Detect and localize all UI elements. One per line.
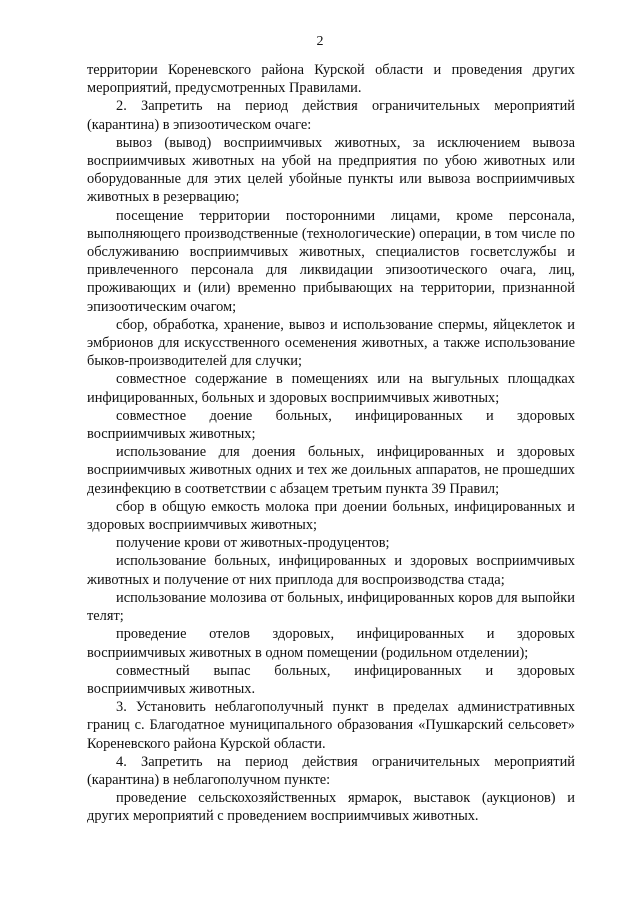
paragraph-fairs-ban: проведение сельскохозяйственных ярмарок, выставок (аукционов) и других мероприятий с проведением восприимчивых животных. — [87, 790, 575, 825]
paragraph-breeding-ban: использование больных, инфицированных и здоровых восприимчивых животных и получение от них приплода для воспроизводства стада; — [87, 553, 575, 588]
paragraph-blood-ban: получение крови от животных-продуцентов; — [116, 535, 390, 552]
paragraph-calving-ban: проведение отелов здоровых, инфицированных и здоровых восприимчивых животных в одном помещении (родильном отделении); — [87, 626, 575, 661]
paragraph-continuation: территории Кореневского района Курской области и проведения других мероприятий, предусмотренных Правилами. — [87, 62, 575, 97]
paragraph-joint-milking-ban: совместное доение больных, инфицированных и здоровых восприимчивых животных; — [87, 407, 575, 443]
paragraph-milk-collection-ban: сбор в общую емкость молока при доении больных, инфицированных и здоровых восприимчивых животных; — [87, 498, 575, 534]
document-body — [87, 61, 575, 826]
paragraph-visit-ban: посещение территории посторонними лицами, кроме персонала, выполняющего производственные (технологические) операции, в том числе по обслуживанию восприимчивых животных, специалистов госветслужбы и привлеченного персонала для ликвидации эпизоотического очага, лиц, проживающих и (или) временно прибывающих на территории, признанной эпизоотическим очагом; — [87, 207, 575, 315]
paragraph-item-3: 3. Установить неблагополучный пункт в пределах административных границ с. Благодатное муниципального образования «Пушкарский сельсовет» Кореневского района Курской области. — [87, 699, 575, 752]
paragraph-sperm-ban: сбор, обработка, хранение, вывоз и использование спермы, яйцеклеток и эмбрионов для искусственного осеменения животных, а также использование быков-производителей для случки; — [87, 316, 575, 370]
page-number: 2 — [316, 34, 324, 49]
paragraph-colostrum-ban: использование молозива от больных, инфицированных коров для выпойки телят; — [87, 589, 575, 625]
paragraph-milking-apparatus-ban: использование для доения больных, инфицированных и здоровых восприимчивых животных одних и тех же доильных аппаратов, не прошедших дезинфекцию в соответствии с абзацем третьим пункта 39 Правил; — [87, 444, 575, 497]
paragraph-grazing-ban: совместный выпас больных, инфицированных и здоровых восприимчивых животных. — [87, 662, 575, 697]
paragraph-item-2: 2. Запретить на период действия ограничительных мероприятий (карантина) в эпизоотическом очаге: — [87, 98, 575, 133]
paragraph-joint-keeping-ban: совместное содержание в помещениях или на выгульных площадках инфицированных, больных и здоровых восприимчивых животных; — [87, 371, 575, 406]
paragraph-item-4: 4. Запретить на период действия ограничительных мероприятий (карантина) в неблагополучном пункте: — [87, 753, 575, 788]
paragraph-export-ban: вывоз (вывод) восприимчивых животных, за исключением вывоза восприимчивых животных на убой на предприятия по убою животных или оборудованные для этих целей убойные пункты или вывоза восприимчивых животных в резервацию; — [87, 134, 575, 206]
